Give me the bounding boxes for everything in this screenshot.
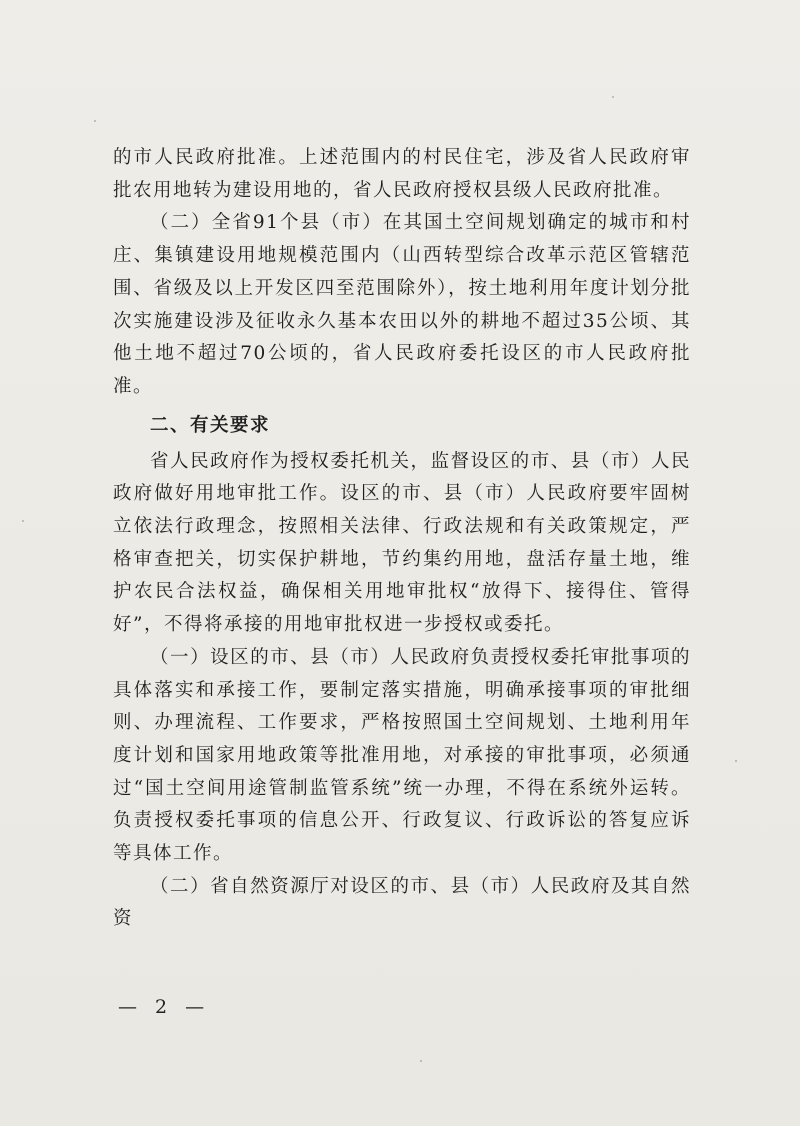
scan-speck bbox=[22, 520, 24, 522]
paragraph-item-two: （二）省自然资源厅对设区的市、县（市）人民政府及其自然资 bbox=[113, 875, 691, 930]
scan-speck bbox=[420, 1060, 422, 1062]
paragraph-continuation: 的市人民政府批准。上述范围内的村民住宅，涉及省人民政府审批农用地转为建设用地的，省人民政府授权县级人民政府批准。 bbox=[113, 147, 691, 201]
section-heading: 二、有关要求 bbox=[150, 414, 271, 436]
paragraph-county-approval: （二）全省91个县（市）在其国土空间规划确定的城市和村庄、集镇建设用地规模范围内（山西转型综合改革示范区管辖范围、省级及以上开发区四至范围除外），按土地利用年度计划分批次实施建设涉及征收永久基本农田以外的耕地不超过35公顷、其他土地不超过70公顷的，省人民政府委托设区的市人民政府批准。 bbox=[113, 212, 691, 397]
scan-speck bbox=[94, 120, 96, 122]
scan-speck bbox=[612, 96, 614, 98]
document-body bbox=[113, 142, 691, 936]
paragraph-item-one: （一）设区的市、县（市）人民政府负责授权委托审批事项的具体落实和承接工作，要制定落实措施，明确承接事项的审批细则、办理流程、工作要求，严格按照国土空间规划、土地利用年度计划和国家用地政策等批准用地，对承接的审批事项，必须通过“国土空间用途管制监管系统”统一办理，不得在系统外运转。负责授权委托事项的信息公开、行政复议、行政诉讼的答复应诉等具体工作。 bbox=[113, 646, 691, 865]
scan-speck bbox=[735, 760, 737, 762]
paragraph-supervision: 省人民政府作为授权委托机关，监督设区的市、县（市）人民政府做好用地审批工作。设区的市、县（市）人民政府要牢固树立依法行政理念，按照相关法律、行政法规和有关政策规定，严格审查把关，切实保护耕地，节约集约用地，盘活存量土地，维护农民合法权益，确保相关用地审批权“放得下、接得住、管得好”，不得将承接的用地审批权进一步授权或委托。 bbox=[113, 450, 691, 636]
page-number: — 2 — bbox=[118, 996, 211, 1018]
